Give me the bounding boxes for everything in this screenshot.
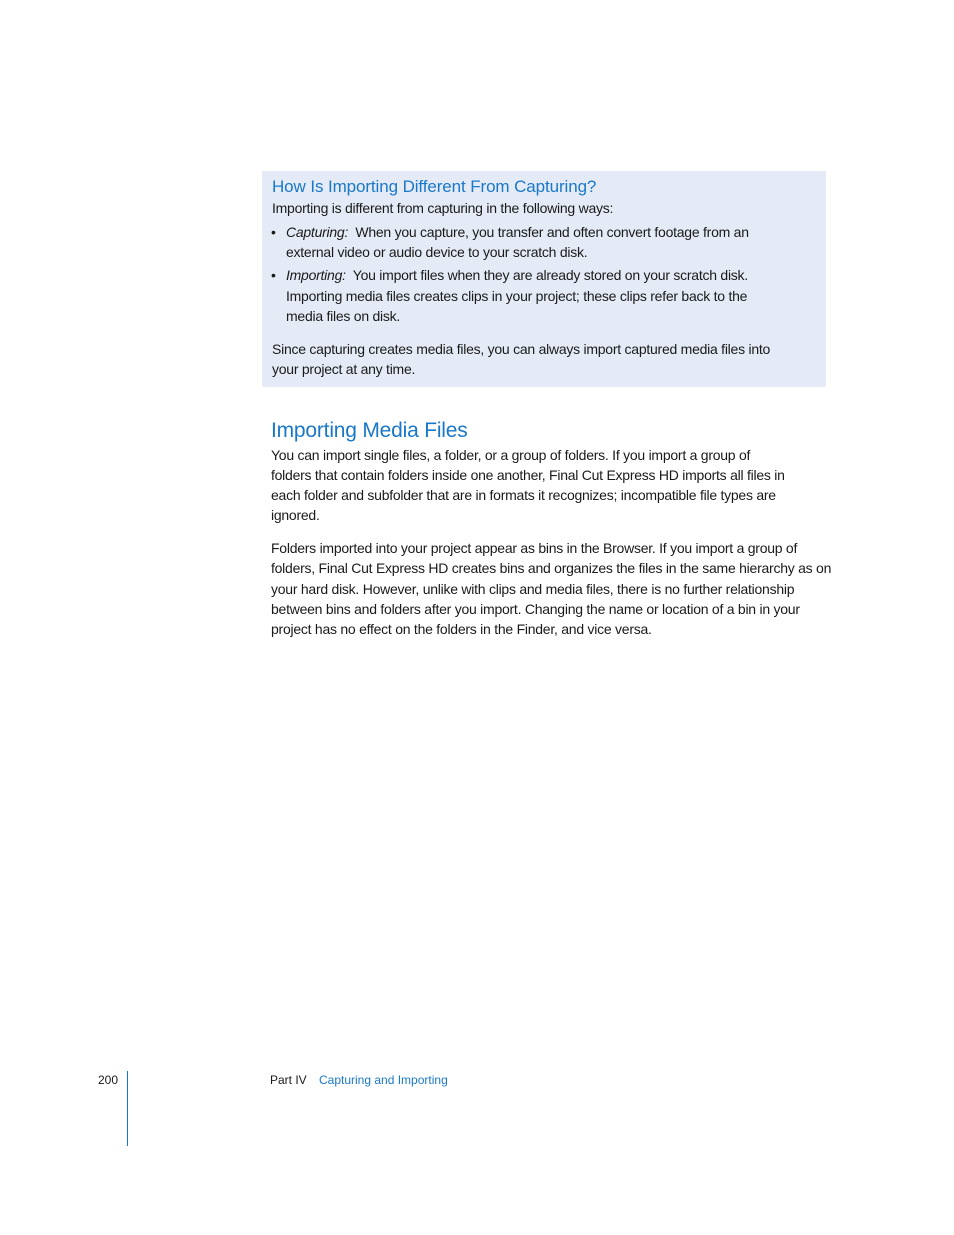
bullet-text: Importing media files creates clips in your project; these clips refer back to the <box>286 288 748 304</box>
bullet-importing <box>286 265 748 285</box>
paragraph-line: Folders imported into your project appear as bins in the Browser. If you import a group of <box>271 540 798 556</box>
bullet-text: external video or audio device to your scratch disk. <box>286 244 588 260</box>
bullet-text: When you capture, you transfer and often convert footage from an <box>355 224 749 240</box>
paragraph-line: each folder and subfolder that are in formats it recognizes; incompatible file types are <box>271 487 776 503</box>
paragraph-line: folders that contain folders inside one another, Final Cut Express HD imports all files in <box>271 467 785 483</box>
bullet-term: Capturing: <box>286 224 349 240</box>
paragraph-line: ignored. <box>271 507 320 523</box>
sidebar-closing: Since capturing creates media files, you can always import captured media files into <box>272 341 771 357</box>
bullet-text: media files on disk. <box>286 308 401 324</box>
sidebar-title: How Is Importing Different From Capturing? <box>272 177 597 196</box>
footer-chapter-link[interactable]: Capturing and Importing <box>319 1073 448 1087</box>
paragraph-line: folders, Final Cut Express HD creates bins and organizes the files in the same hierarchy as on <box>271 560 832 576</box>
paragraph-line: your hard disk. However, unlike with clips and media files, there is no further relationship <box>271 581 795 597</box>
page-number: 200 <box>98 1073 119 1087</box>
bullet-text: You import files when they are already stored on your scratch disk. <box>352 267 748 283</box>
paragraph-line: between bins and folders after you import. Changing the name or location of a bin in your <box>271 601 800 617</box>
paragraph-line: project has no effect on the folders in the Finder, and vice versa. <box>271 621 652 637</box>
footer-part: Part IV <box>270 1073 307 1087</box>
footer-divider <box>127 1071 128 1146</box>
bullet-icon: • <box>271 224 276 240</box>
bullet-capturing <box>286 222 749 242</box>
section-title: Importing Media Files <box>271 419 468 442</box>
sidebar-closing: your project at any time. <box>272 361 416 377</box>
sidebar-intro: Importing is different from capturing in the following ways: <box>272 200 614 216</box>
bullet-icon: • <box>271 267 276 283</box>
bullet-term: Importing: <box>286 267 346 283</box>
paragraph-line: You can import single files, a folder, or a group of folders. If you import a group of <box>271 447 751 463</box>
